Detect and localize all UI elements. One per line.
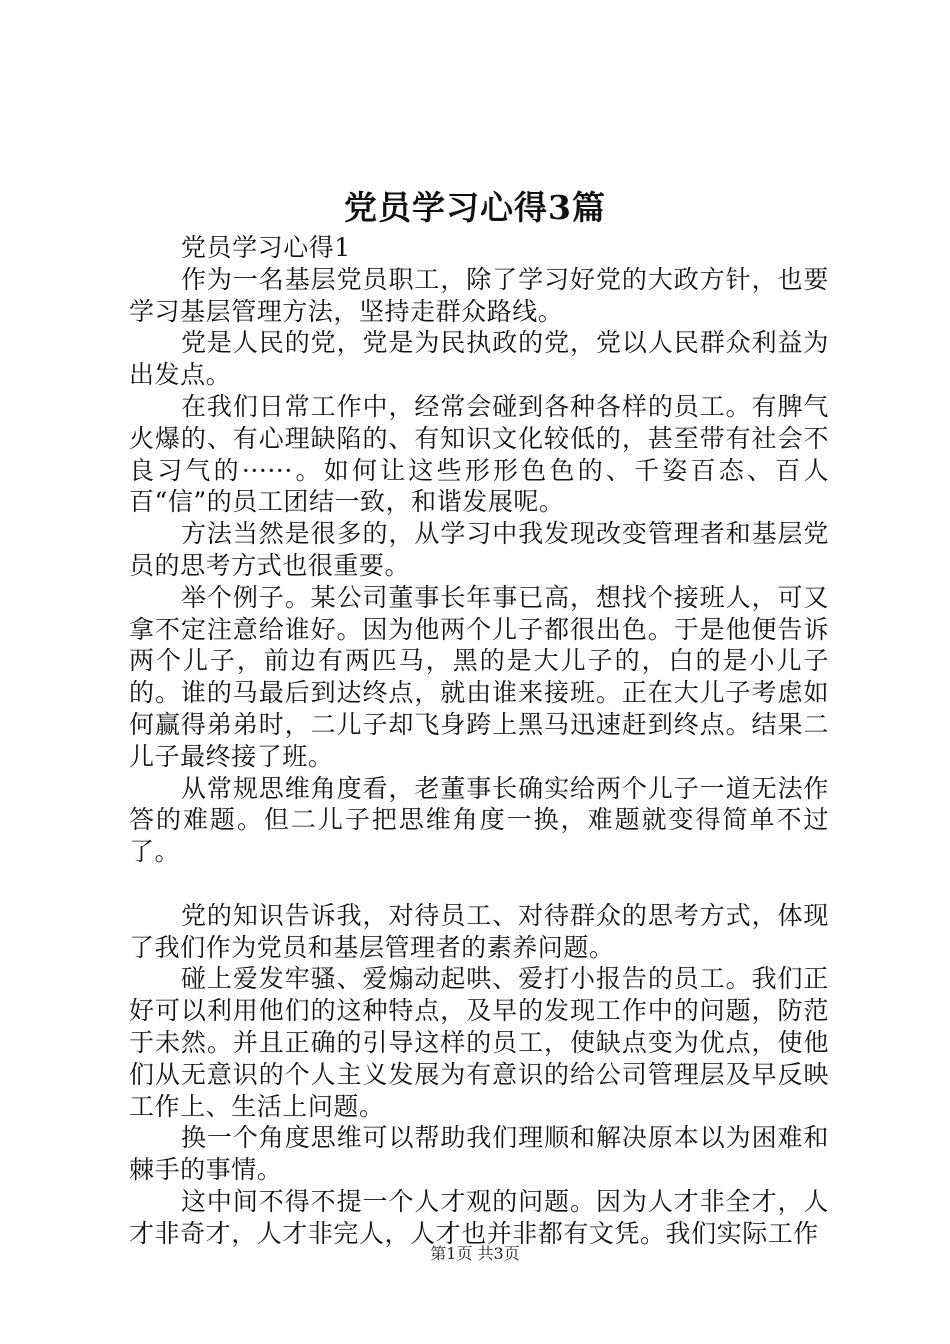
paragraph: 作为一名基层党员职工，除了学习好党的大政方针，也要学习基层管理方法，坚持走群众路线。 — [129, 264, 829, 326]
paragraph: 碰上爱发牢骚、爱煽动起哄、爱打小报告的员工。我们正好可以利用他们的这种特点，及早的发现工作中的问题，防范于未然。并且正确的引导这样的员工，使缺点变为优点，使他们从无意识的个人主义发展为有意识的给公司管理层及早反映工作上、生活上问题。 — [129, 964, 829, 1121]
paragraph: 方法当然是很多的，从学习中我发现改变管理者和基层党员的思考方式也很重要。 — [129, 519, 829, 580]
document-body — [129, 232, 829, 1250]
paragraph: 党是人民的党，党是为民执政的党，党以人民群众利益为出发点。 — [129, 328, 829, 390]
document-title: 党员学习心得3篇 — [344, 188, 606, 227]
paragraph: 换一个角度思维可以帮助我们理顺和解决原本以为困难和棘手的事情。 — [129, 1123, 829, 1185]
paragraph: 在我们日常工作中，经常会碰到各种各样的员工。有脾气火爆的、有心理缺陷的、有知识文化较低的，甚至带有社会不良习气的······。如何让这些形形色色的、千姿百态、百人百“信”的员工团结一致，和谐发展呢。 — [129, 391, 829, 517]
paragraph: 举个例子。某公司董事长年事已高，想找个接班人，可又拿不定注意给谁好。因为他两个儿子都很出色。于是他便告诉两个儿子，前边有两匹马，黑的是大儿子的，白的是小儿子的。谁的马最后到达终点，就由谁来接班。正在大儿子考虑如何赢得弟弟时，二儿子却飞身跨上黑马迅速赶到终点。结果二儿子最终接了班。 — [129, 582, 829, 771]
section-heading: 党员学习心得1 — [181, 233, 351, 262]
paragraph: 这中间不得不提一个人才观的问题。因为人才非全才，人才非奇才，人才非完人，人才也并非都有文凭。我们实际工作 — [129, 1186, 829, 1248]
paragraph: 从常规思维角度看，老董事长确实给两个儿子一道无法作答的难题。但二儿子把思维角度一换，难题就变得简单不过了。 — [129, 773, 829, 867]
paragraph: 党的知识告诉我，对待员工、对待群众的思考方式，体现了我们作为党员和基层管理者的素养问题。 — [129, 900, 829, 962]
page-footer: 第1页 共3页 — [430, 1244, 520, 1263]
